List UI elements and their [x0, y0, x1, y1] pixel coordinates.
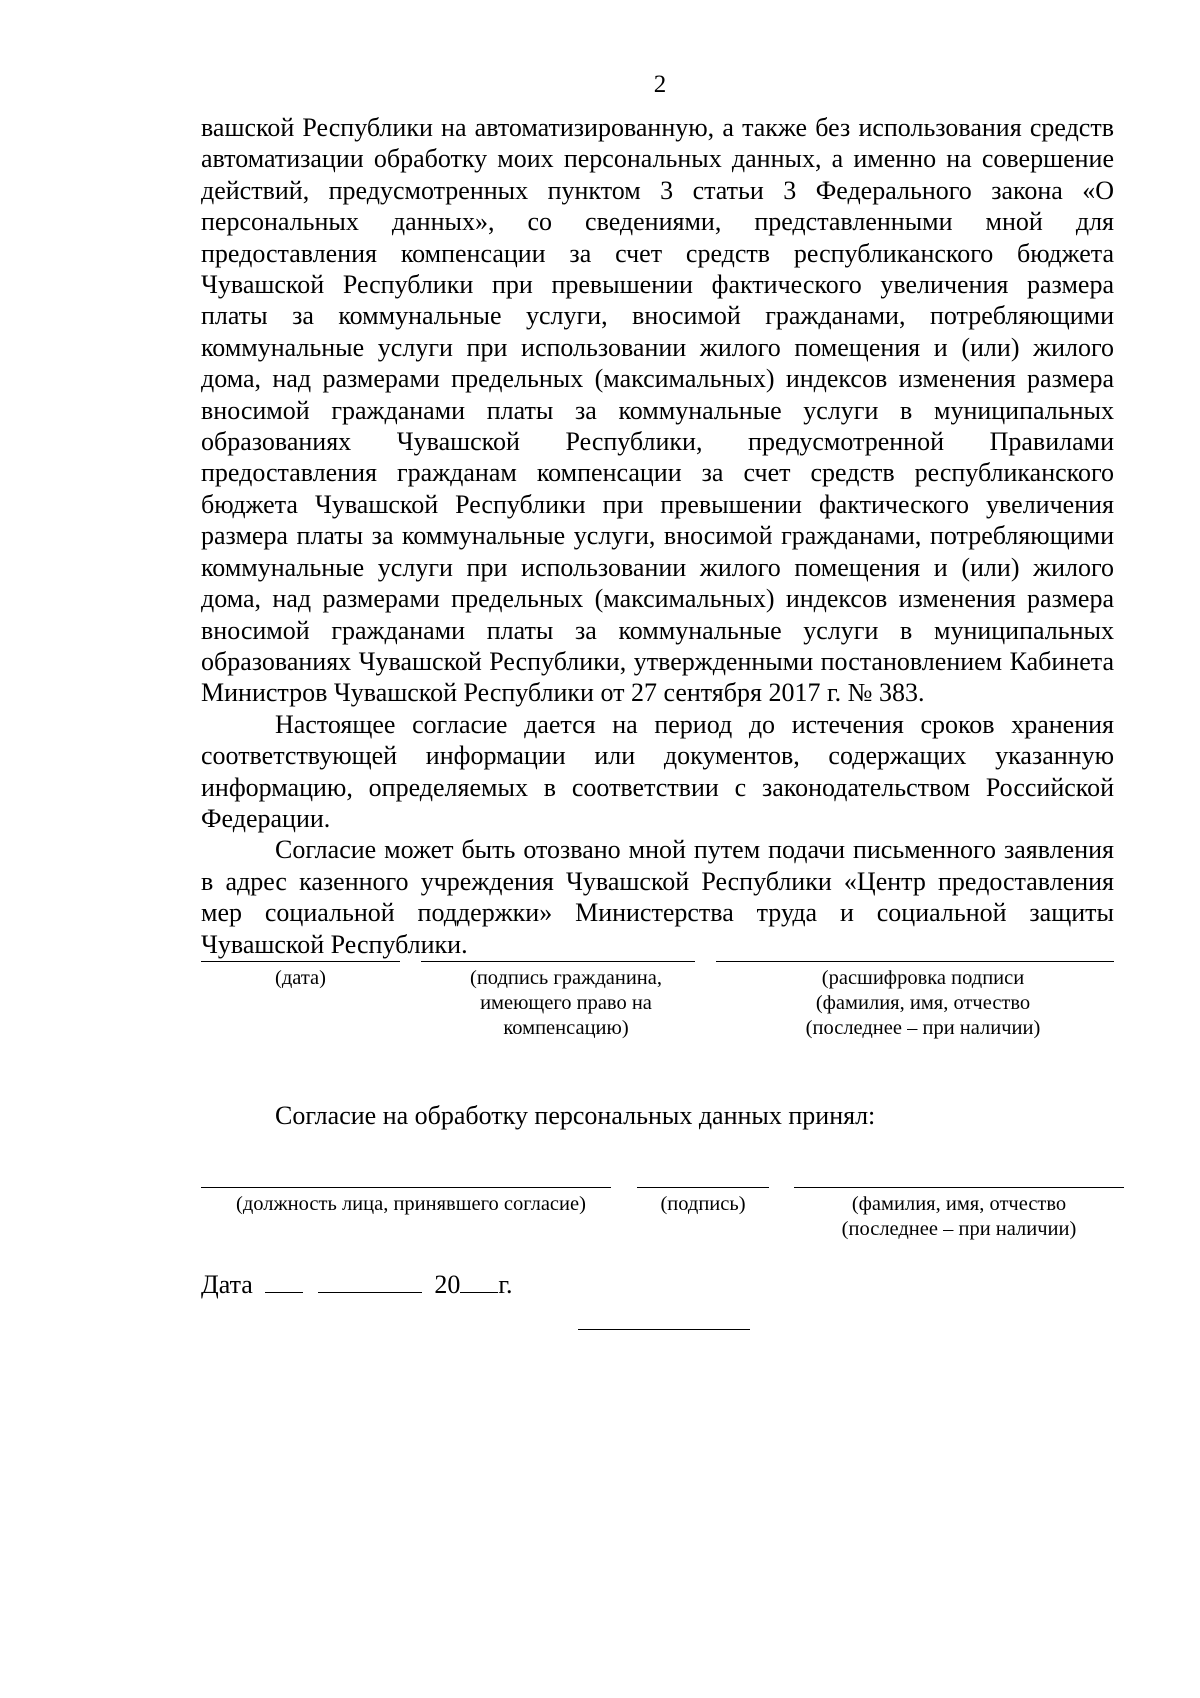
month-blank: [318, 1268, 422, 1293]
paragraph-consent-period: Настоящее согласие дается на период до истечения сроков хранения соответствующей информации или документов, содержащих указанную информацию, определяемых в соответствии с законодательством Российской Федерации.: [201, 709, 1114, 833]
acceptor-signature-line: [637, 1187, 769, 1188]
citizen-signature-caption: (подпись гражданина, имеющего право на компенсацию): [470, 967, 662, 1039]
position-line: [201, 1187, 611, 1188]
year-blank: [460, 1268, 498, 1293]
acceptance-statement: Согласие на обработку персональных данных принял:: [275, 1101, 876, 1130]
acceptor-signature-caption: (подпись): [660, 1193, 746, 1215]
acceptor-name-caption: (фамилия, имя, отчество (последнее – при наличии): [841, 1193, 1077, 1240]
signature-decoding-caption: (расшифровка подписи (фамилия, имя, отчество (последнее – при наличии): [805, 967, 1041, 1039]
paragraph-consent-scope: вашской Республики на автоматизированную, а также без использования средств автоматизации обработку моих персональных данных, а именно на совершение действий, предусмотренных пунктом 3 статьи 3 Федерального закона «О персональных данных», со сведениями, представленными мной для предоставления компенсации за счет средств республиканского бюджета Чувашской Республики при превышении фактического увеличения размера платы за коммунальные услуги, вносимой гражданами, потребляющими коммунальные услуги при использовании жилого помещения и (или) жилого дома, над размерами предельных (максимальных) индексов изменения размера вносимой гражданами платы за коммунальные услуги в муниципальных образованиях Чувашской Республики, предусмотренной Правилами предоставления гражданам компенсации за счет средств республиканского бюджета Чувашской Республики при превышении фактического увеличения размера платы за коммунальные услуги, вносимой гражданами, потребляющими коммунальные услуги при использовании жилого помещения и (или) жилого дома, над размерами предельных (максимальных) индексов изменения размера вносимой гражданами платы за коммунальные услуги в муниципальных образованиях Чувашской Республики, утвержденными постановлением Кабинета Министров Чувашской Республики от 27 сентября 2017 г. № 383.: [201, 113, 1114, 708]
citizen-signature-line: [421, 961, 695, 962]
date-row: [201, 1268, 513, 1301]
signature-decoding-line: [716, 961, 1114, 962]
acceptor-name-line: [794, 1187, 1124, 1188]
date-signature-line: [201, 961, 400, 962]
date-label: Дата: [201, 1270, 253, 1299]
year-prefix: 20: [434, 1270, 461, 1299]
page-number: 2: [653, 71, 667, 98]
date-caption: (дата): [275, 967, 326, 989]
position-caption: (должность лица, принявшего согласие): [236, 1193, 586, 1215]
end-separator-line: [578, 1329, 750, 1330]
body-text: [201, 112, 1114, 960]
day-blank: [265, 1268, 303, 1293]
paragraph-consent-withdrawal: Согласие может быть отозвано мной путем подачи письменного заявления в адрес казенного учреждения Чувашской Республики «Центр предоставления мер социальной поддержки» Министерства труда и социальной защиты Чувашской Республики.: [201, 835, 1114, 959]
year-suffix: г.: [498, 1270, 513, 1299]
